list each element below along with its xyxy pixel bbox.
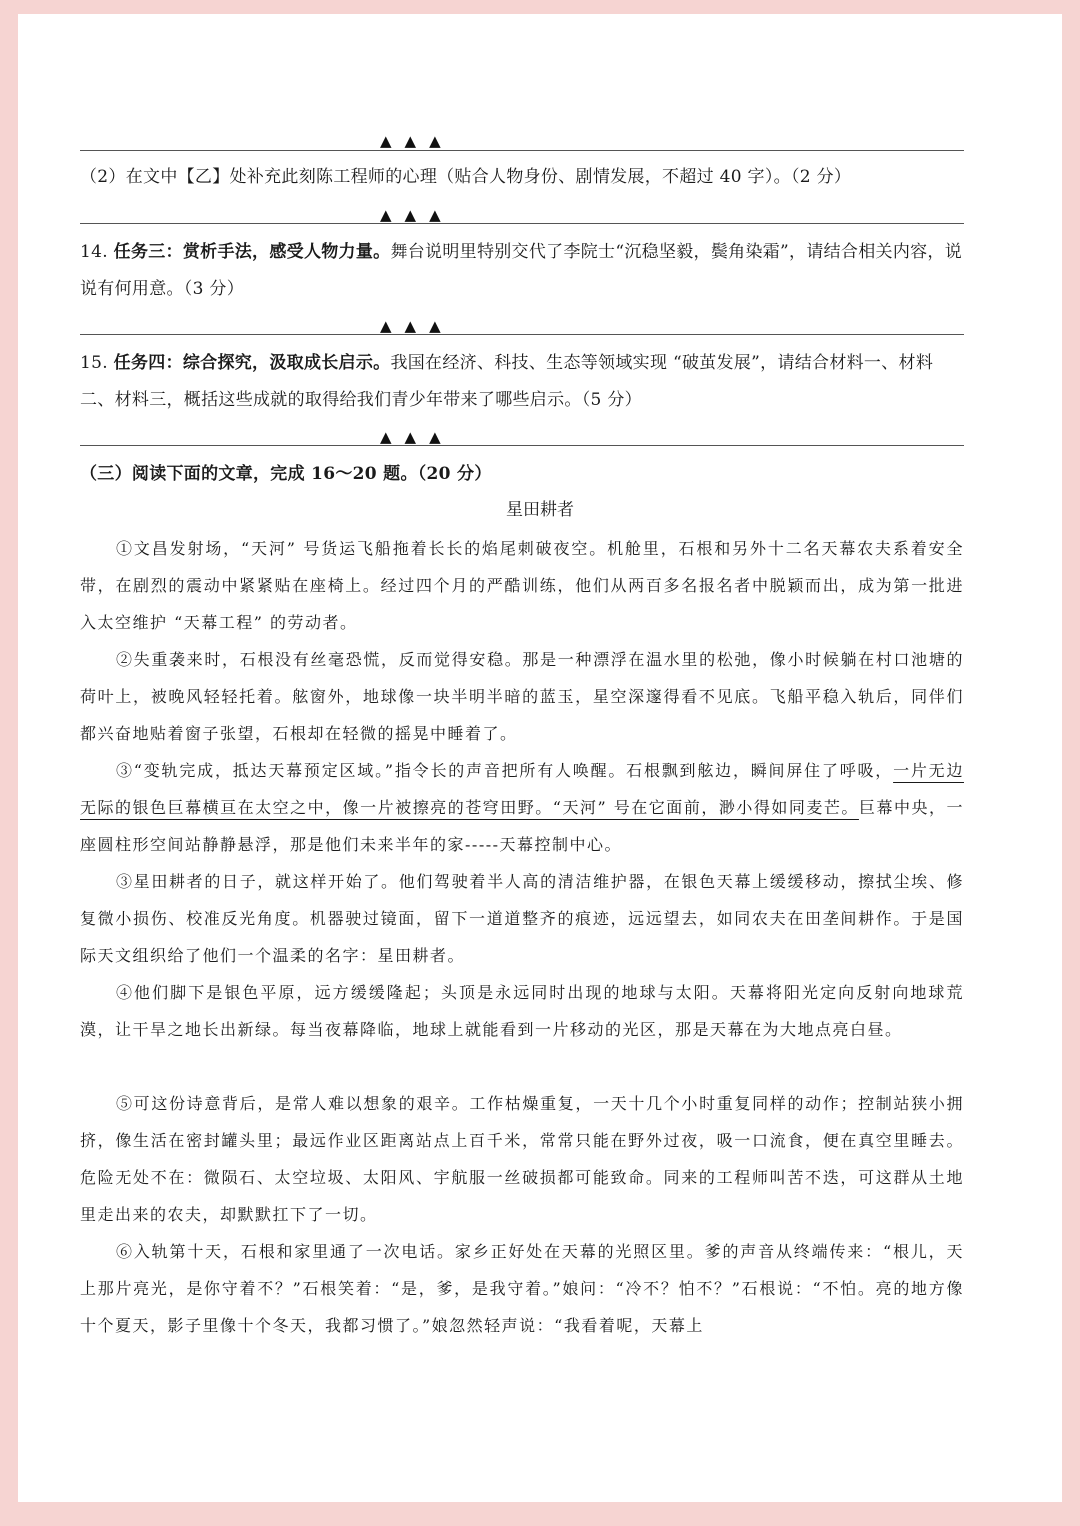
paragraph-text: ③“变轨完成，抵达天幕预定区域。”指令长的声音把所有人唤醒。石根飘到舷边，瞬间屏住了呼吸， [116, 761, 894, 780]
question-number: 15. [80, 353, 114, 373]
article-paragraph: ④他们脚下是银色平原，远方缓缓隆起；头顶是永远同时出现的地球与太阳。天幕将阳光定向反射向地球荒漠，让干旱之地长出新绿。每当夜幕降临，地球上就能看到一片移动的光区，那是天幕在为大地点亮白昼。 [80, 983, 964, 1039]
answer-line [80, 445, 964, 446]
article-paragraph: ②失重袭来时，石根没有丝毫恐慌，反而觉得安稳。那是一种漂浮在温水里的松弛，像小时候躺在村口池塘的荷叶上，被晚风轻轻托着。舷窗外，地球像一块半明半暗的蓝玉，星空深邃得看不见底。飞船平稳入轨后，同伴们都兴奋地贴着窗子张望，石根却在轻微的摇晃中睡着了。 [80, 650, 964, 743]
article-paragraph: ①文昌发射场，“天河” 号货运飞船拖着长长的焰尾刺破夜空。机舱里，石根和另外十二名天幕农夫系着安全带，在剧烈的震动中紧紧贴在座椅上。经过四个月的严酷训练，他们从两百多名报名者中脱颖而出，成为第一批进入太空维护 “天幕工程” 的劳动者。 [80, 539, 964, 632]
paragraph-text: 巨幕中央，一座圆柱形空间站静静悬浮，那是他们未来半年的家-----天幕控制中心。 [80, 798, 964, 854]
answer-space-marks: ▲▲▲ [380, 428, 454, 446]
article-title: 星田耕者 [506, 500, 574, 520]
answer-space-marks: ▲▲▲ [380, 206, 454, 224]
article-paragraph: ⑤可这份诗意背后，是常人难以想象的艰辛。工作枯燥重复，一天十几个小时重复同样的动作；控制站狭小拥挤，像生活在密封罐头里；最远作业区距离站点上百千米，常常只能在野外过夜，吸一口流食，便在真空里睡去。危险无处不在：微陨石、太空垃圾、太阳风、宇航服一丝破损都可能致命。同来的工程师叫苦不迭，可这群从土地里走出来的农夫，却默默扛下了一切。 [80, 1094, 964, 1224]
answer-line [80, 223, 964, 224]
question-number: 14. [80, 242, 114, 262]
task-heading: 任务三：赏析手法，感受人物力量。 [113, 242, 391, 262]
underlined-sentence: 一片无边无际的银色巨幕横亘在太空之中，像一片被擦亮的苍穹田野。“天河” 号在它面前，渺小得如同麦芒。 [80, 761, 964, 817]
question-text: 舞台说明里特别交代了李院士“沉稳坚毅，鬓角染霜”，请结合相关内容，说说有何用意。（3 分） [80, 242, 963, 299]
answer-line [80, 334, 964, 335]
question-text: 我国在经济、科技、生态等领域实现 “破茧发展”，请结合材料一、材料二、材料三，概括这些成就的取得给我们青少年带来了哪些启示。（5 分） [80, 353, 934, 410]
question-14 [80, 234, 964, 308]
answer-space-marks: ▲▲▲ [380, 132, 454, 150]
question-13-2: （2）在文中【乙】处补充此刻陈工程师的心理（贴合人物身份、剧情发展，不超过 40 字）。（2 分） [80, 167, 852, 187]
article-paragraph: ⑥入轨第十天，石根和家里通了一次电话。家乡正好处在天幕的光照区里。爹的声音从终端传来：“根儿，天上那片亮光，是你守着不？”石根笑着：“是，爹，是我守着。”娘问：“冷不？怕不？”石根说：“不怕。亮的地方像十个夏天，影子里像十个冬天，我都习惯了。”娘忽然轻声说：“我看着呢，天幕上 [80, 1242, 964, 1335]
article-paragraph [80, 752, 964, 863]
answer-line [80, 150, 964, 151]
article-paragraph: ③星田耕者的日子，就这样开始了。他们驾驶着半人高的清洁维护器，在银色天幕上缓缓移动，擦拭尘埃、修复微小损伤、校准反光角度。机器驶过镜面，留下一道道整齐的痕迹，远远望去，如同农夫在田垄间耕作。于是国际天文组织给了他们一个温柔的名字：星田耕者。 [80, 872, 964, 965]
answer-space-marks: ▲▲▲ [380, 317, 454, 335]
task-heading: 任务四：综合探究，汲取成长启示。 [113, 353, 391, 373]
section-3-heading: （三）阅读下面的文章，完成 16～20 题。（20 分） [80, 464, 492, 484]
question-15 [80, 345, 964, 419]
